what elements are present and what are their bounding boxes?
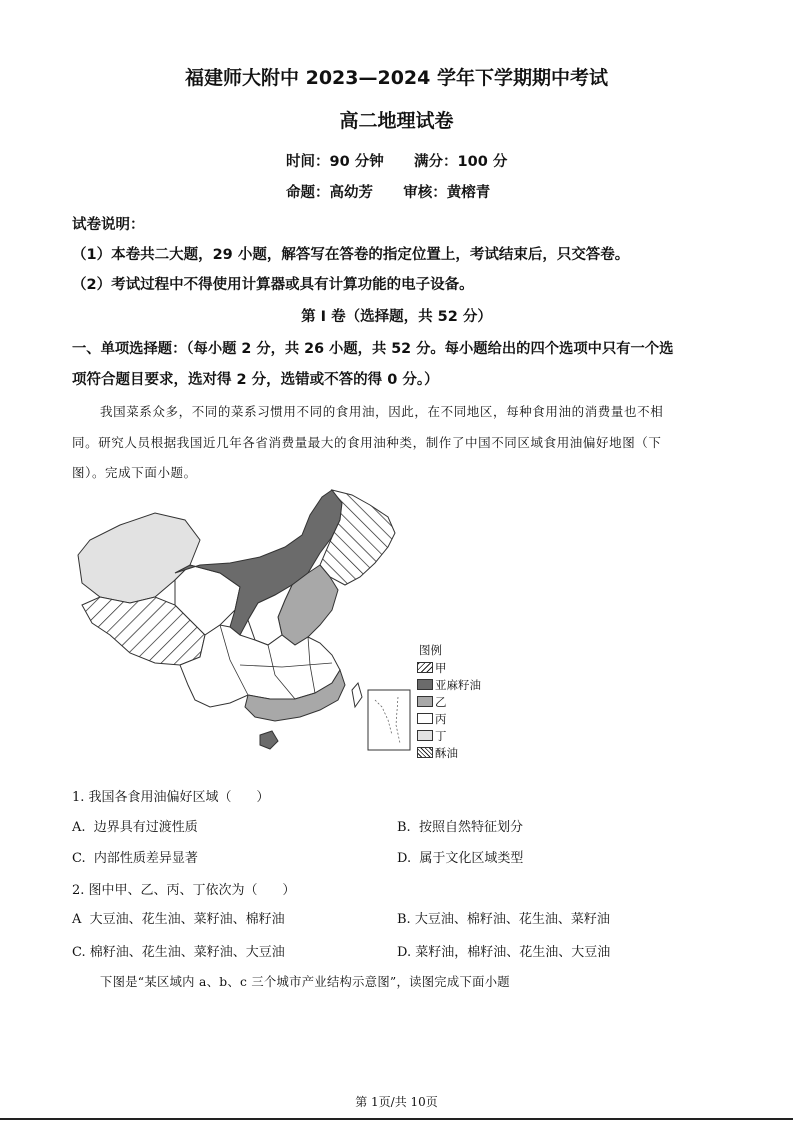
legend-swatch-linseed xyxy=(417,679,433,690)
question-2-option-b[interactable]: B. 大豆油、棉籽油、花生油、菜籽油 xyxy=(397,912,610,927)
time-score-line: 时间：90 分钟 满分：100 分 xyxy=(286,154,508,170)
question-1-option-b[interactable]: B. 按照自然特征划分 xyxy=(397,820,523,835)
passage-line-2: 同。研究人员根据我国近几年各省消费量最大的食用油种类，制作了中国不同区域食用油偏好地图（下 xyxy=(72,435,662,450)
legend-label-butter: 酥油 xyxy=(435,746,458,760)
legend-label-bing: 丙 xyxy=(435,712,447,726)
legend-swatch-bing xyxy=(417,713,433,724)
map-legend xyxy=(415,642,495,762)
instruction-item-1: （1）本卷共二大题，29 小题，解答写在答卷的指定位置上，考试结束后，只交答卷。 xyxy=(72,247,630,263)
passage-line-3: 图）。完成下面小题。 xyxy=(72,465,197,480)
question-2-option-c[interactable]: C. 棉籽油、花生油、菜籽油、大豆油 xyxy=(72,945,285,960)
question-1-option-a[interactable]: A. 边界具有过渡性质 xyxy=(72,820,198,835)
page-footer: 第 1页/共 10页 xyxy=(355,1095,438,1109)
legend-label-yi: 乙 xyxy=(435,695,447,709)
legend-swatch-yi xyxy=(417,696,433,707)
legend-swatch-butter xyxy=(417,747,433,758)
question-2-stem: 2. 图中甲、乙、丙、丁依次为（ ） xyxy=(72,883,296,898)
legend-label-ding: 丁 xyxy=(435,729,447,743)
part-heading-line2: 项符合题目要求，选对得 2 分，选错或不答的得 0 分。） xyxy=(72,372,439,388)
region-taiwan xyxy=(352,683,362,707)
question-2-option-d[interactable]: D. 菜籽油，棉籽油、花生油、大豆油 xyxy=(397,945,611,960)
bottom-rule xyxy=(0,1118,793,1120)
legend-label-jia: 甲 xyxy=(435,661,447,675)
question-2-option-a[interactable]: A 大豆油、花生油、菜籽油、棉籽油 xyxy=(72,912,285,927)
instruction-item-2: （2）考试过程中不得使用计算器或具有计算功能的电子设备。 xyxy=(72,277,474,293)
part-heading-line1: 一、单项选择题：（每小题 2 分，共 26 小题，共 52 分。每小题给出的四个选项中只有一个选 xyxy=(72,341,674,357)
section-title: 第 I 卷（选择题，共 52 分） xyxy=(301,309,492,325)
instructions-heading: 试卷说明： xyxy=(72,217,145,233)
legend-swatch-jia xyxy=(417,662,433,673)
passage-line-1: 我国菜系众多，不同的菜系习惯用不同的食用油，因此，在不同地区，每种食用油的消费量也不相 xyxy=(100,404,664,419)
authors-line: 命题：高幼芳 审核：黄榕青 xyxy=(286,185,491,201)
exam-title: 福建师大附中 2023—2024 学年下学期期中考试 xyxy=(185,67,608,89)
legend-title: 图例 xyxy=(419,643,442,657)
legend-swatch-ding xyxy=(417,730,433,741)
exam-subtitle: 高二地理试卷 xyxy=(339,110,454,132)
next-section-intro: 下图是“某区域内 a、b、c 三个城市产业结构示意图”，读图完成下面小题 xyxy=(100,975,510,989)
region-hainan xyxy=(260,731,278,749)
legend-label-linseed: 亚麻籽油 xyxy=(435,678,481,692)
question-1-option-d[interactable]: D. 属于文化区域类型 xyxy=(397,851,524,866)
question-1-stem: 1. 我国各食用油偏好区域（ ） xyxy=(72,790,270,805)
question-1-option-c[interactable]: C. 内部性质差异显著 xyxy=(72,851,198,866)
